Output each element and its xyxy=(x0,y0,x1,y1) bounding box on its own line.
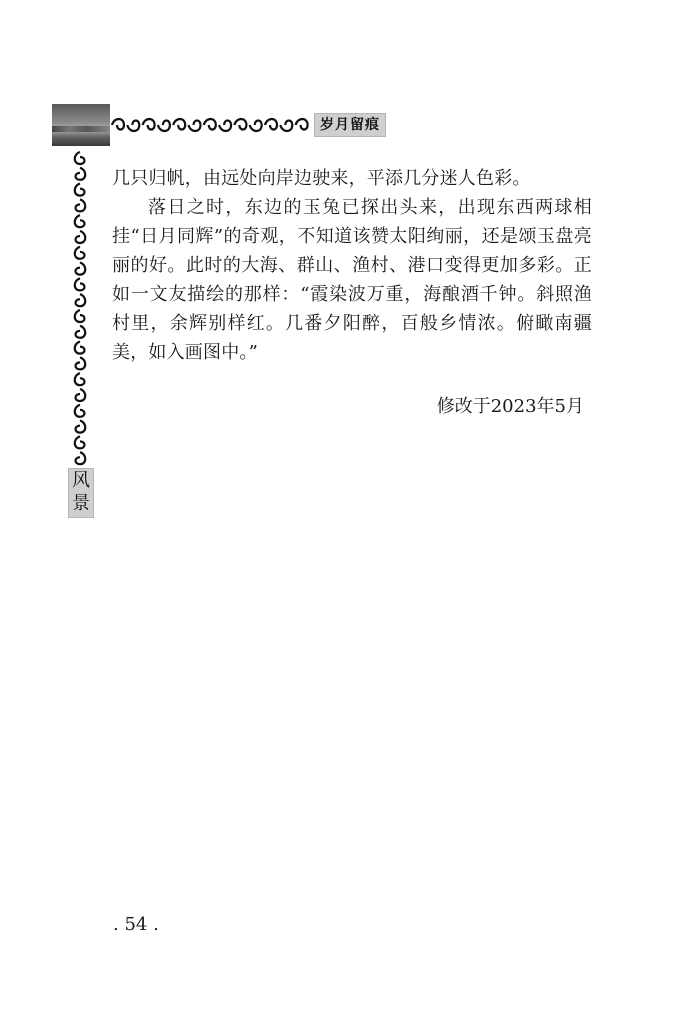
ornament-scroll xyxy=(76,357,86,369)
ornament-scroll xyxy=(219,121,231,132)
ornament-scroll xyxy=(265,119,277,130)
ornament-scroll xyxy=(75,342,85,354)
signature: 修改于2023年5月 xyxy=(436,396,584,417)
section-title: 岁月留痕 xyxy=(320,117,380,133)
paragraph: 落日之时，东边的玉兔已探出头来，出现东西两球相挂“日月同辉”的奇观，不知道该赞太阳绚丽，还是颂玉盘亮丽的好。此时的大海、群山、渔村、港口变得更加多彩。正如一文友描绘的那样：“霞染波万重，海酿酒千钟。斜照渔村里，余辉别样红。几番夕阳醉，百般乡情浓。俯瞰南疆美，如入画图中。” xyxy=(112,197,592,363)
ornament-scroll xyxy=(75,373,85,385)
vertical-ornament xyxy=(70,150,90,468)
ornament-scroll xyxy=(75,436,85,448)
ornament-scroll xyxy=(76,263,86,275)
ornament-scroll xyxy=(76,389,86,401)
ornament-scroll xyxy=(75,152,85,164)
side-tab xyxy=(68,468,94,518)
ornament-scroll xyxy=(75,184,85,196)
ornament-scroll xyxy=(76,421,86,433)
ornament-scroll xyxy=(189,121,201,132)
ornament-scroll xyxy=(296,119,308,130)
side-tab-char: 景 xyxy=(72,493,90,514)
paragraph: 几只归帆，由远处向岸边驶来，平添几分迷人色彩。 xyxy=(112,168,531,189)
ornament-scroll xyxy=(143,119,155,130)
section-title-badge xyxy=(314,113,386,137)
ornament-scroll xyxy=(75,278,85,290)
ornament-scroll xyxy=(75,310,85,322)
ornament-scroll xyxy=(76,231,86,243)
header-ornament xyxy=(110,114,310,136)
header-photo xyxy=(52,104,110,146)
body-text xyxy=(112,164,592,367)
ornament-scroll xyxy=(158,121,170,132)
ornament-scroll xyxy=(75,247,85,259)
ornament-scroll xyxy=(280,121,292,132)
ornament-scroll xyxy=(127,121,139,132)
ornament-scroll xyxy=(112,119,124,130)
side-tab-char: 风 xyxy=(72,470,90,491)
ornament-scroll xyxy=(173,119,185,130)
page-number: . 54 . xyxy=(113,914,159,935)
ornament-scroll xyxy=(76,168,86,180)
ornament-scroll xyxy=(234,119,246,130)
ornament-scroll xyxy=(76,452,86,464)
ornament-scroll xyxy=(75,405,85,417)
ornament-scroll xyxy=(250,121,262,132)
ornament-scroll xyxy=(76,199,86,211)
ornament-scroll xyxy=(75,215,85,227)
ornament-scroll xyxy=(76,294,86,306)
ornament-scroll xyxy=(204,119,216,130)
ornament-scroll xyxy=(76,326,86,338)
